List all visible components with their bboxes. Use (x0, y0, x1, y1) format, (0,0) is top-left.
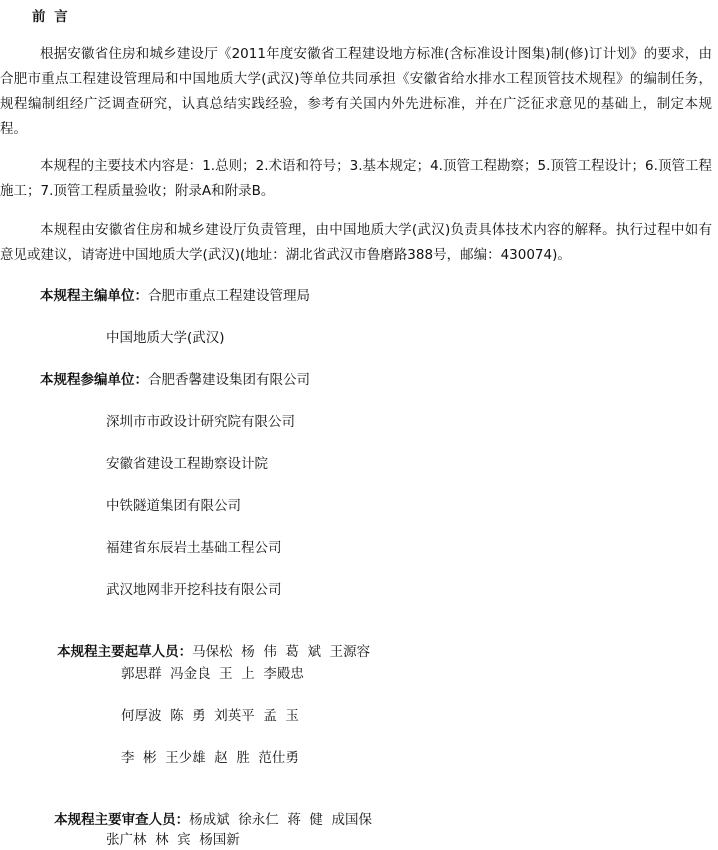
participating-unit-item: 武汉地网非开挖科技有限公司 (106, 582, 282, 598)
paragraph-contents: 本规程的主要技术内容是：1.总则；2.术语和符号；3.基本规定；4.顶管工程勘察；5.顶管工程设计；6.顶管工程施工；7.顶管工程质量验收；附录A和附录B。 (0, 158, 712, 199)
drafter-names: 马保松 杨 伟 葛 斌 王源容 (192, 644, 371, 660)
chief-units-label: 本规程主编单位： (40, 288, 148, 304)
participating-unit-item: 福建省东辰岩土基础工程公司 (106, 540, 282, 556)
participating-units-line (40, 370, 310, 390)
chief-unit-item: 中国地质大学(武汉) (106, 330, 225, 346)
chief-units-line (40, 286, 310, 306)
participating-unit-item: 中铁隧道集团有限公司 (106, 498, 241, 514)
participating-unit-item: 安徽省建设工程勘察设计院 (106, 456, 268, 472)
paragraph-background: 根据安徽省住房和城乡建设厅《2011年度安徽省工程建设地方标准(含标准设计图集)制(修)订计划》的要求，由合肥市重点工程建设管理局和中国地质大学(武汉)等单位共同承担《安徽省给水排水工程顶管技术规程》的编制任务，规程编制组经广泛调查研究，认真总结实践经验，参考有关国内外先进标准，并在广泛征求意见的基础上，制定本规程。 (0, 46, 712, 137)
participating-units-label: 本规程参编单位： (40, 372, 148, 388)
document-heading: 前 言 (32, 9, 70, 25)
drafter-names: 郭思群 冯金良 王 上 李殿忠 (121, 666, 304, 682)
reviewer-names: 张广林 林 宾 杨国新 (106, 832, 240, 848)
participating-unit-item: 深圳市市政设计研究院有限公司 (106, 414, 295, 430)
reviewer-names: 杨成斌 徐永仁 蒋 健 成国保 (189, 812, 373, 828)
chief-unit-item: 合肥市重点工程建设管理局 (148, 288, 310, 304)
drafter-names: 何厚波 陈 勇 刘英平 孟 玉 (121, 708, 299, 724)
participating-unit-item: 合肥香馨建设集团有限公司 (148, 372, 310, 388)
reviewers-label: 本规程主要审查人员： (54, 812, 190, 828)
paragraph-management: 本规程由安徽省住房和城乡建设厅负责管理，由中国地质大学(武汉)负责具体技术内容的解释。执行过程中如有意见或建议，请寄进中国地质大学(武汉)(地址：湖北省武汉市鲁磨路388号，邮编：430074)。 (0, 222, 712, 263)
drafter-names: 李 彬 王少雄 赵 胜 范仕勇 (121, 750, 299, 766)
drafters-label: 本规程主要起草人员： (57, 644, 193, 660)
